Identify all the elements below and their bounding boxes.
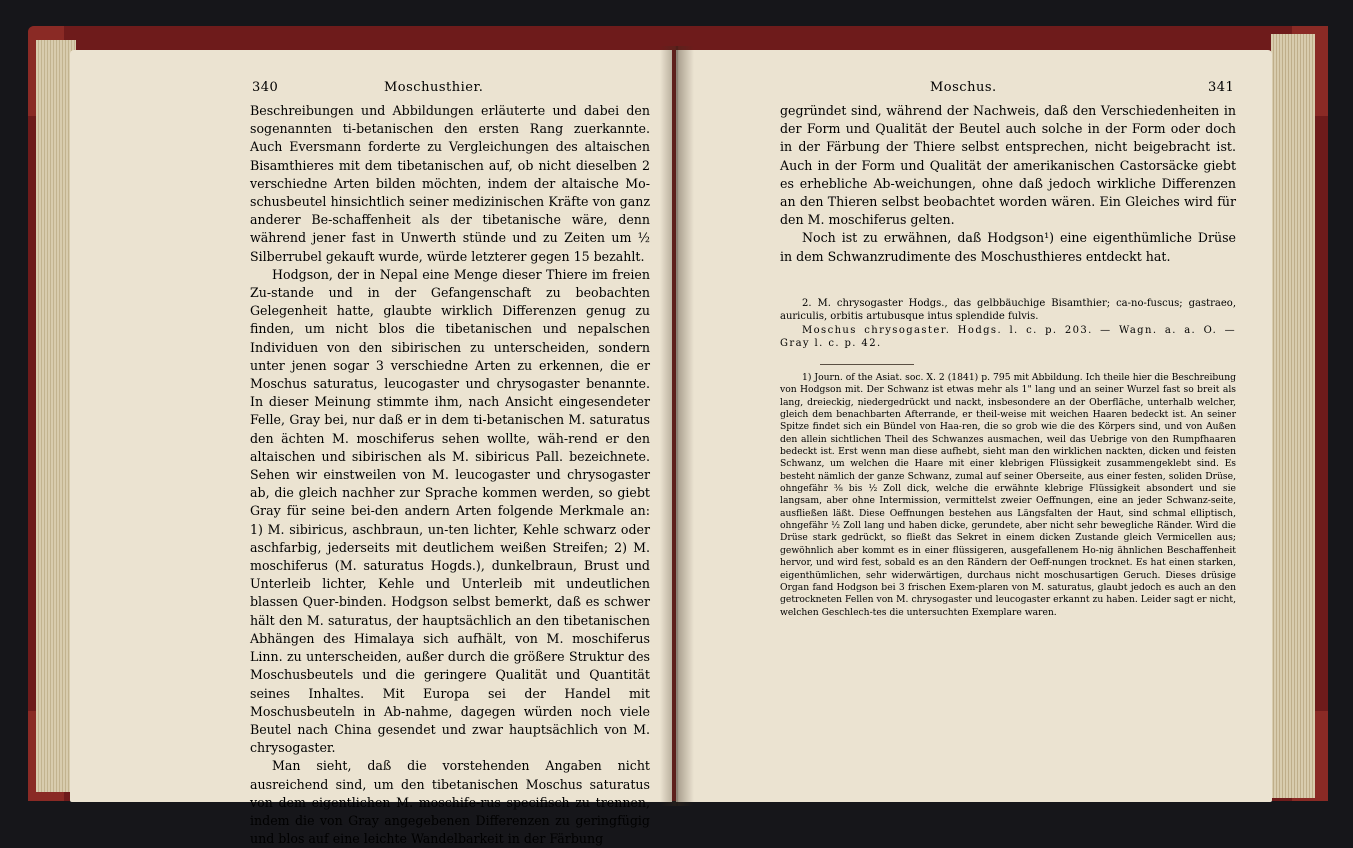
right-paragraph-1: gegründet sind, während der Nachweis, daß den Verschiedenheiten in der Form und Qualität der Beutel auch solche in der Form oder doch in der Färbung der Thiere selbst entsprechen, nicht beigebracht ist. Auch in der Form und Qualität der amerikanischen Castorsäcke giebt es erhebliche Ab-weichungen, ohne daß jedoch wirkliche Differenzen an den Thieren selbst beobachtet worden wären. Ein Gleiches wird für den M. moschiferus gelten. <box>780 103 1236 228</box>
book-gutter <box>660 46 694 806</box>
footnote-rule <box>820 364 914 365</box>
species-entry-block <box>780 297 1236 351</box>
left-paragraph-3: Man sieht, daß die vorstehenden Angaben nicht ausreichend sind, um den tibetanischen Moschus saturatus von dem eigentlichen M. moschife-rus specifisch zu trennen, indem die von Gray angegebenen Differenzen zu geringfügig und blos auf eine leichte Wandelbarkeit in der Färbung <box>250 758 650 847</box>
right-running-head: Moschus. <box>930 80 997 95</box>
right-page-number: 341 <box>1208 80 1235 95</box>
page-edges-right <box>1271 34 1315 798</box>
species-references: Moschus chrysogaster. Hodgs. l. c. p. 203. — Wagn. a. a. O. — Gray l. c. p. 42. <box>780 324 1236 350</box>
footnote-block <box>780 372 1236 619</box>
species-entry: 2. M. chrysogaster Hodgs., das gelbbäuchige Bisamthier; ca-no-fuscus; gastraeo, auriculis, orbitis artubusque intus splendide fulvis. <box>780 298 1236 323</box>
left-page-number: 340 <box>252 80 279 95</box>
left-paragraph-2: Hodgson, der in Nepal eine Menge dieser Thiere im freien Zu-stande und in der Gefangenschaft zu beobachten Gelegenheit hatte, glaubte wirklich Differenzen genug zu finden, um nicht blos die tibetanischen und nepalschen Individuen von den sibirischen zu unterscheiden, sondern unter jenen sogar 3 verschiedne Arten zu erkennen, die er Moschus saturatus, leucogaster und chrysogaster benannte. In dieser Meinung stimmte ihm, nach Ansicht eingesendeter Felle, Gray bei, nur daß er in dem ti-betanischen M. saturatus den ächten M. moschiferus sehen wollte, wäh-rend er den altaischen und sibirischen als M. sibiricus Pall. bezeichnete. Sehen wir einstweilen von M. leucogaster und chrysogaster ab, die gleich nachher zur Sprache kommen werden, so giebt Gray für seine bei-den andern Arten folgende Merkmale an: 1) M. sibiricus, aschbraun, un-ten lichter, Kehle schwarz oder aschfarbig, jederseits mit deutlichem weißen Streifen; 2) M. moschiferus (M. saturatus Hogds.), dunkelbraun, Brust und Unterleib lichter, Kehle und Unterleib mit undeutlichen blassen Quer-binden. Hodgson selbst bemerkt, daß es schwer hält den M. saturatus, der hauptsächlich an den tibetanischen Abhängen des Himalaya sich aufhält, von M. moschiferus Linn. zu unterscheiden, außer durch die größere Struktur des Moschusbeutels und die geringere Qualität und Quantität seines Inhaltes. Mit Europa sei der Handel mit Moschusbeuteln in Ab-nahme, dagegen würden noch viele Beutel nach China gesendet und zwar hauptsächlich von M. chrysogaster. <box>250 266 650 756</box>
left-running-head: Moschusthier. <box>384 80 484 95</box>
left-paragraph-1: Beschreibungen und Abbildungen erläuterte und dabei den sogenannten ti-betanischen den ersten Rang zuerkannte. Auch Eversmann forderte zu Vergleichungen des altaischen Bisamthieres mit dem tibetanischen auf, ob nicht dieselben 2 verschiedne Arten bilden möchten, indem der altaische Mo-schusbeutel hinsichtlich seiner medizinischen Kräfte von ganz anderer Be-schaffenheit als der tibetanische wäre, denn während jener fast in Unwerth stünde und zu Zeiten um ½ Silberrubel gekauft wurde, würde letzterer gegen 15 bezahlt. <box>250 103 650 264</box>
footnote-text: 1) Journ. of the Asiat. soc. X. 2 (1841) p. 795 mit Abbildung. Ich theile hier die Beschreibung von Hodgson mit. Der Schwanz ist etwas mehr als 1" lang und an seiner Wurzel fast so breit als lang, dreieckig, niedergedrückt und nackt, insbesondere an der Oberfläche, unterhalb welcher, gleich dem benachbarten Afterrande, er theil-weise mit weichen Haaren bedeckt ist. An seiner Spitze findet sich ein Bündel von Haa-ren, die so grob wie die des Körpers sind, und von Außen den allein sichtlichen Theil des Schwanzes ausmachen, weil das Uebrige von den Rumpfhaaren bedeckt ist. Erst wenn man diese aufhebt, sieht man den wirklichen nackten, dicken und feisten Schwanz, um welchen die Haare mit einer klebrigen Flüssigkeit zusammengeklebt sind. Es besteht nämlich der ganze Schwanz, zumal auf seiner Oberseite, aus einer festen, soliden Drüse, ohngefähr ⅜ bis ½ Zoll dick, welche die erwähnte klebrige Flüssigkeit absondert und sie langsam, aber ohne Intermission, vermittelst zweier Oeffnungen, eine an jeder Schwanz-seite, ausfließen läßt. Diese Oeffnungen bestehen aus Längsfalten der Haut, sind schmal elliptisch, ohngefähr ½ Zoll lang und haben dicke, gerundete, aber nicht sehr bewegliche Ränder. Wird die Drüse stark gedrückt, so fließt das Sekret in einem dicken Zustande gleich Vermicellen aus; gewöhnlich aber kommt es in einer flüssigeren, ausgefallenem Ho-nig ähnlichen Beschaffenheit hervor, und wird fest, sobald es an den Rändern der Oeff-nungen trocknet. Es hat einen starken, eigenthümlichen, sehr widerwärtigen, durchaus nicht moschusartigen Geruch. Dieses drüsige Organ fand Hodgson bei 3 frischen Exem-plaren von M. saturatus, glaubt jedoch es auch an den getrockneten Fellen von M. chrysogaster und leucogaster erkannt zu haben. Leider sagt er nicht, welchen Geschlech-tes die untersuchten Exemplare waren. <box>780 372 1236 618</box>
right-page-body <box>780 102 1236 266</box>
left-page-body <box>250 102 650 848</box>
right-paragraph-2: Noch ist zu erwähnen, daß Hodgson¹) eine eigenthümliche Drüse in dem Schwanzrudimente des Moschusthieres entdeckt hat. <box>780 230 1236 264</box>
